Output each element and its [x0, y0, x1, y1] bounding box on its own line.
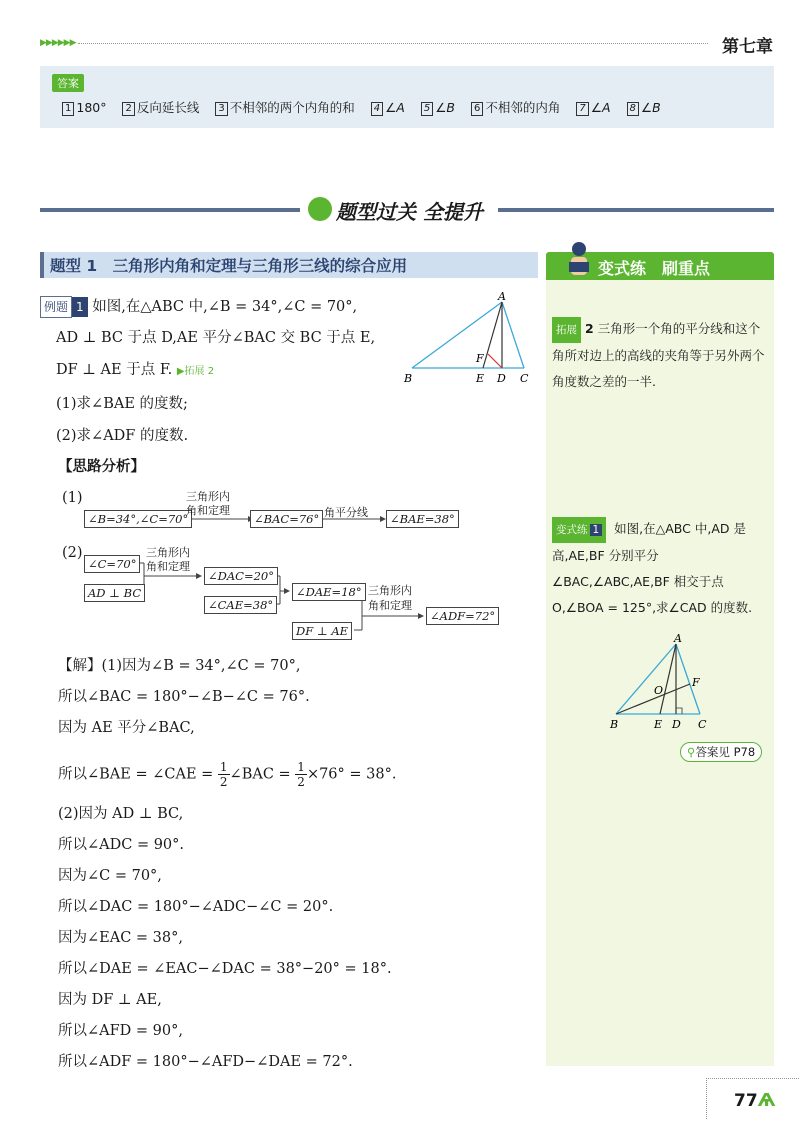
chapter-title: 第七章: [722, 37, 773, 57]
label-c: C: [520, 372, 529, 385]
solution-line-11: 因为 DF ⊥ AE,: [58, 992, 162, 1008]
answer-text: ∠A: [385, 100, 405, 115]
answer-text: 180°: [76, 100, 107, 115]
solution-line-3: 因为 AE 平分∠BAC,: [58, 720, 195, 736]
solution-text: ∠BAC =: [229, 766, 296, 783]
header-arrows: ▶▶▶▶▶▶: [40, 38, 76, 48]
fraction-denominator: 2: [219, 775, 228, 789]
solution-line-12: 所以∠AFD = 90°,: [58, 1023, 183, 1039]
label-d: D: [497, 372, 506, 385]
answer-item: [62, 100, 106, 115]
label-f: F: [476, 352, 484, 365]
fraction-numerator: 1: [297, 760, 305, 774]
side-ab: [412, 302, 502, 368]
question-1: (1)求∠BAE 的度数;: [56, 396, 188, 412]
section-title: 题型过关 全提升: [336, 200, 483, 224]
solution-line-10: 所以∠DAE = ∠EAC−∠DAC = 38°−20° = 18°.: [58, 961, 392, 977]
solution-line-2: 所以∠BAC = 180°−∠B−∠C = 76°.: [58, 689, 310, 705]
extension-tag-label: 拓展: [556, 324, 577, 336]
answer-number: 4: [371, 102, 383, 116]
page-number-text: 77: [734, 1091, 758, 1111]
triangle-figure-2: [604, 632, 714, 732]
flow-box-dae: ∠DAE=18°: [292, 583, 366, 601]
variant-text: 如图,在△ABC 中,AD 是高,AE,BF 分别平分∠BAC,∠ABC,AE,BF 相交于点 O,∠BOA = 125°,求∠CAD 的度数.: [552, 521, 753, 615]
label-c: C: [698, 718, 707, 731]
flow-box-c: ∠C=70°: [84, 555, 140, 573]
fraction-half: [218, 760, 230, 789]
flow-label-theorem3-a: 三角形内: [368, 584, 412, 597]
example-number: 1: [72, 297, 88, 317]
answer-number: 6: [471, 102, 483, 116]
solution-line-8: 所以∠DAC = 180°−∠ADC−∠C = 20°.: [58, 899, 334, 915]
answer-number: 2: [122, 102, 134, 116]
answer-item: [371, 100, 405, 115]
section-divider-left: [40, 208, 300, 212]
answer-number: 8: [627, 102, 639, 116]
answer-item: [421, 100, 455, 115]
solution-text: ×76° = 38°.: [306, 766, 397, 783]
variant-number: 1: [590, 524, 603, 536]
example-tag: 例题: [40, 296, 72, 318]
segment-df: [488, 354, 502, 368]
solution-text: 所以∠BAE = ∠CAE =: [58, 766, 218, 783]
flow-box-ad-perp: AD ⊥ BC: [84, 584, 145, 602]
page-logo-icon: Ѧ: [757, 1090, 776, 1111]
solution-line-1: 【解】(1)因为∠B = 34°,∠C = 70°,: [58, 658, 301, 674]
example-line-3: [56, 360, 214, 382]
flow-box-bae: ∠BAE=38°: [386, 510, 459, 528]
extension-number: 2: [585, 321, 594, 336]
label-b: B: [404, 372, 413, 385]
solution-line-6: 所以∠ADC = 90°.: [58, 837, 185, 853]
example-line-2: AD ⊥ BC 于点 D,AE 平分∠BAC 交 BC 于点 E,: [56, 330, 376, 346]
extension-link[interactable]: ▶拓展 2: [176, 366, 215, 377]
answer-reference[interactable]: [680, 742, 762, 762]
extension-2: [552, 316, 768, 395]
answer-text: ∠A: [590, 100, 611, 115]
answer-text: 不相邻的两个内角的和: [229, 100, 355, 115]
side-panel-title: 变式练 刷重点: [598, 259, 711, 278]
fraction-numerator: 1: [219, 760, 228, 774]
label-o: O: [654, 684, 664, 697]
solution-line-4: [58, 760, 396, 789]
variant-tag: [552, 517, 606, 543]
solution-line-13: 所以∠ADF = 180°−∠AFD−∠DAE = 72°.: [58, 1054, 353, 1070]
label-a: A: [498, 290, 506, 303]
extension-text: 三角形一个角的平分线和这个角所对边上的高线的夹角等于另外两个角度数之差的一半.: [552, 321, 765, 389]
label-e: E: [654, 718, 663, 731]
label-a: A: [674, 632, 682, 645]
pin-icon: ⚲: [687, 745, 696, 759]
answer-item: [471, 100, 560, 115]
flow-label-theorem-b: 角和定理: [186, 504, 230, 517]
label-f: F: [692, 676, 700, 689]
answer-number: 5: [421, 102, 433, 116]
answer-reference-text: 答案见 P78: [695, 745, 756, 759]
flow-box-bac: ∠BAC=76°: [250, 510, 323, 528]
answer-text: ∠B: [640, 100, 661, 115]
answer-item: [122, 100, 199, 115]
fraction-half: [295, 760, 307, 789]
answer-number: 7: [576, 102, 588, 116]
flow-box-cae: ∠CAE=38°: [204, 596, 277, 614]
variant-exercise-1: [552, 516, 768, 621]
solution-line-9: 因为∠EAC = 38°,: [58, 930, 183, 946]
answer-text: 反向延长线: [136, 100, 200, 115]
fraction-denominator: 2: [297, 775, 305, 789]
question-2: (2)求∠ADF 的度数.: [56, 428, 189, 444]
solution-line-5: (2)因为 AD ⊥ BC,: [58, 806, 184, 822]
example-text: DF ⊥ AE 于点 F.: [56, 362, 173, 378]
flow-label-theorem-a: 三角形内: [186, 490, 230, 503]
flow-label-theorem3-b: 角和定理: [368, 599, 412, 612]
side-ac: [502, 302, 524, 368]
page-number: [734, 1090, 776, 1111]
flow-box-given-angles: ∠B=34°,∠C=70°: [84, 510, 192, 528]
analysis-part-1: (1): [62, 490, 83, 506]
answer-item: [215, 100, 354, 115]
example-line-1: [40, 296, 357, 318]
answer-item: [576, 100, 610, 115]
label-d: D: [672, 718, 681, 731]
answer-number: 1: [62, 102, 74, 116]
type-title: 题型 1 三角形内角和定理与三角形三线的综合应用: [50, 257, 408, 275]
answer-text: 不相邻的内角: [485, 100, 561, 115]
solution-line-7: 因为∠C = 70°,: [58, 868, 162, 884]
extension-tag: [552, 317, 581, 343]
answer-item: [627, 100, 661, 115]
flow-label-theorem2-a: 三角形内: [146, 546, 190, 559]
analysis-part-2: (2): [62, 545, 83, 561]
person-icon: [566, 240, 592, 280]
flow-box-df-perp: DF ⊥ AE: [292, 622, 352, 640]
triangle-figure-1: [400, 290, 540, 390]
flow-box-dac: ∠DAC=20°: [204, 567, 278, 585]
answer-number: 3: [215, 102, 227, 116]
flow-box-adf: ∠ADF=72°: [426, 607, 499, 625]
label-b: B: [610, 718, 619, 731]
analysis-title: 【思路分析】: [58, 459, 145, 475]
example-text: 如图,在△ABC 中,∠B = 34°,∠C = 70°,: [92, 299, 358, 315]
label-e: E: [476, 372, 485, 385]
flow-label-theorem2-b: 角和定理: [146, 560, 190, 573]
header-divider: [78, 43, 708, 44]
answer-tag: 答案: [52, 74, 84, 92]
flow-label-bisector: 角平分线: [324, 506, 368, 519]
section-icon: [308, 197, 332, 221]
variant-tag-label: 变式练: [556, 524, 588, 536]
answer-text: ∠B: [435, 100, 456, 115]
section-divider-right: [498, 208, 774, 212]
answer-box: [40, 66, 774, 128]
answer-list: [62, 98, 673, 116]
